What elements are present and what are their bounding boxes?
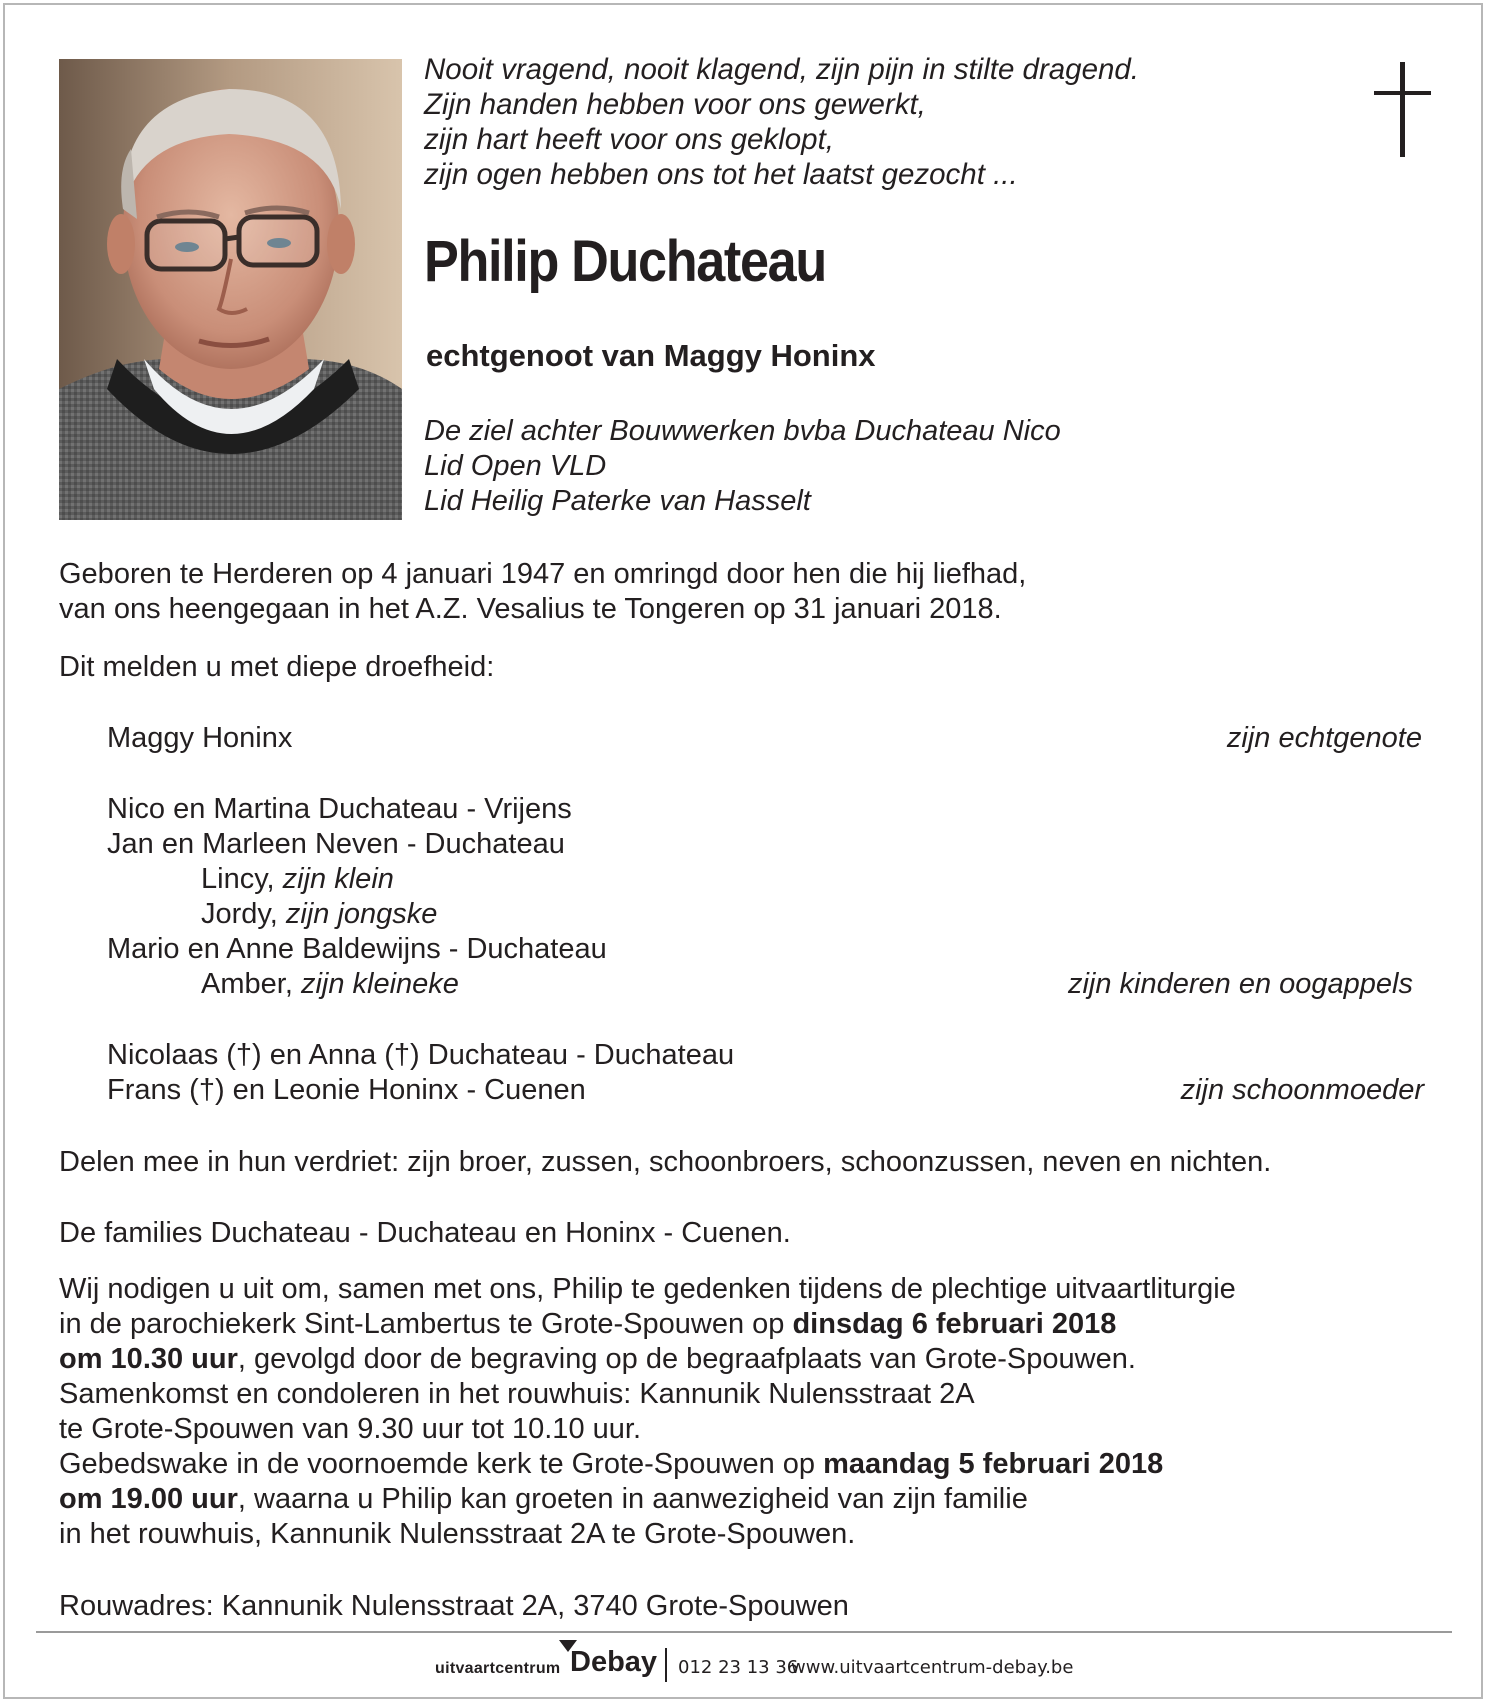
poem-line: Zijn handen hebben voor ons gewerkt, [424, 88, 926, 121]
family-child: Mario en Anne Baldewijns - Duchateau [107, 933, 607, 965]
poem-line: Nooit vragend, nooit klagend, zijn pijn in stilte dragend. [424, 53, 1140, 86]
family-grandchild: Amber, zijn kleineke [201, 968, 459, 1000]
family-parents-in-law-role: zijn schoonmoeder [1180, 1074, 1424, 1106]
poem-line: zijn hart heeft voor ons geklopt, [424, 123, 834, 156]
brand-small-text: uitvaartcentrum [435, 1660, 561, 1677]
families-line: De families Duchateau - Duchateau en Honinx - Cuenen. [59, 1217, 791, 1249]
family-spouse-role: zijn echtgenote [1226, 722, 1422, 754]
family-grandchild: Lincy, zijn klein [201, 863, 394, 895]
family-parents-in-law: Frans (†) en Leonie Honinx - Cuenen [107, 1074, 586, 1106]
announcement-line: van ons heengegaan in het A.Z. Vesalius te Tongeren op 31 januari 2018. [59, 593, 1002, 625]
roles [424, 414, 1061, 519]
intro-text: Dit melden u met diepe droefheid: [59, 651, 495, 683]
family-children-role: zijn kinderen en oogappels [1067, 968, 1413, 1000]
family-spouse-name: Maggy Honinx [107, 722, 293, 754]
footer-divider [36, 1631, 1452, 1633]
brand-name: Debay [570, 1646, 658, 1678]
spouse-line: echtgenoot van Maggy Honinx [426, 338, 876, 373]
announcement [59, 557, 1026, 627]
portrait-photo [59, 59, 402, 520]
role-line: Lid Heilig Paterke van Hasselt [424, 485, 811, 517]
family-parents: Nicolaas (†) en Anna (†) Duchateau - Duchateau [107, 1039, 735, 1071]
funeral-home-footer [0, 1640, 1488, 1690]
deceased-name: Philip Duchateau [424, 229, 826, 294]
website-link[interactable]: www.uitvaartcentrum-debay.be [791, 1657, 1074, 1678]
role-line: De ziel achter Bouwwerken bvba Duchateau Nico [424, 415, 1061, 447]
poem [424, 52, 1139, 192]
share-grief: Delen mee in hun verdriet: zijn broer, zussen, schoonbroers, schoonzussen, neven en nichten. [59, 1146, 1272, 1178]
family-child: Nico en Martina Duchateau - Vrijens [107, 793, 572, 825]
family-child: Jan en Marleen Neven - Duchateau [107, 828, 565, 860]
mourning-address: Rouwadres: Kannunik Nulensstraat 2A, 3740 Grote-Spouwen [59, 1590, 849, 1622]
poem-line: zijn ogen hebben ons tot het laatst gezocht ... [424, 158, 1018, 191]
announcement-line: Geboren te Herderen op 4 januari 1947 en omringd door hen die hij liefhad, [59, 558, 1027, 590]
family-grandchild: Jordy, zijn jongske [201, 898, 438, 930]
role-line: Lid Open VLD [424, 450, 607, 482]
phone-number: 012 23 13 36 [678, 1657, 799, 1678]
ceremony-info: Wij nodigen u uit om, samen met ons, Philip te gedenken tijdens de plechtige uitvaartliturgie in de parochiekerk Sint-Lambertus te Grote-Spouwen op dinsdag 6 februari 2018 om 10.30 uur, gevolgd door de begraving op de begraafplaats van Grote-Spouwen. Samenkomst en condoleren in het rouwhuis: Kannunik Nulensstraat 2A te Grote-Spouwen van 9.30 uur tot 10.10 uur. Gebedswake in de voornoemde kerk te Grote-Spouwen op maandag 5 februari 2018 om 19.00 uur, waarna u Philip kan groeten in aanwezigheid van zijn familie in het rouwhuis, Kannunik Nulensstraat 2A te Grote-Spouwen. [59, 1273, 1236, 1550]
brand-separator [665, 1648, 667, 1682]
